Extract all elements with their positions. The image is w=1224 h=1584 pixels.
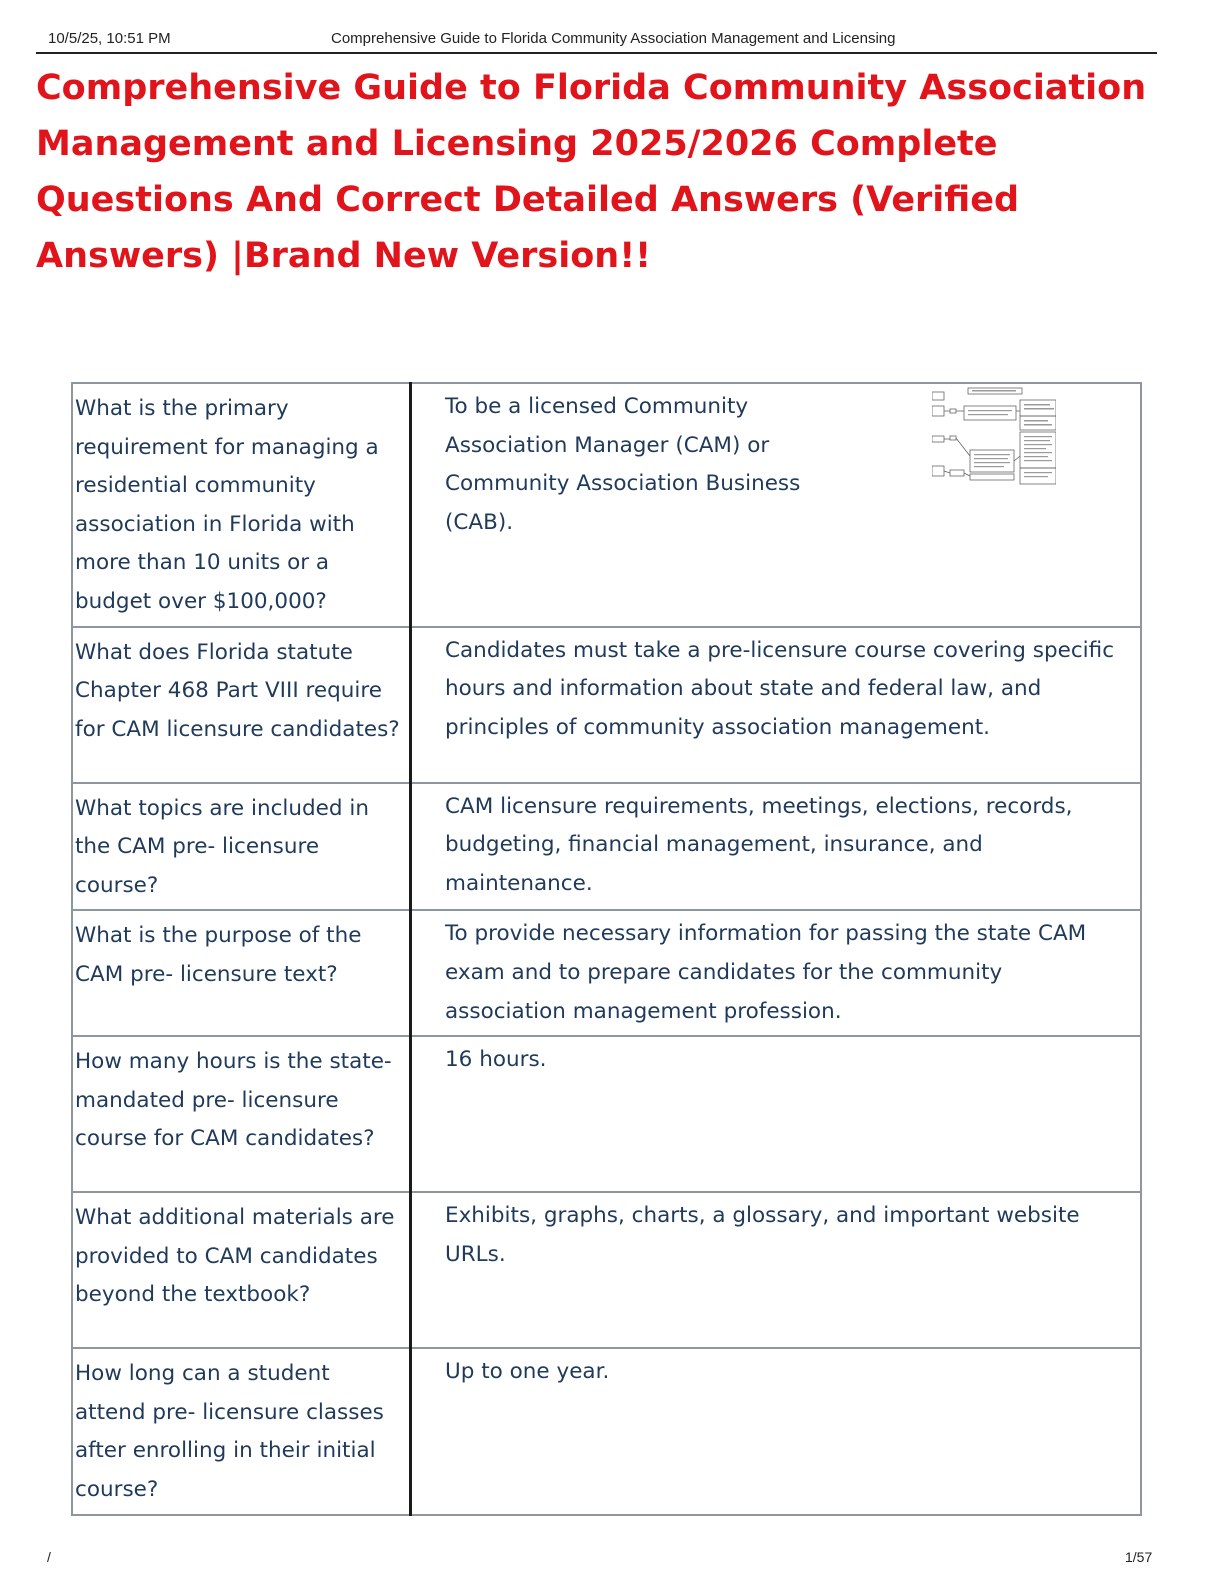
answer-cell: Up to one year. [411,1348,1142,1514]
answer-text: To be a licensed Community Association Manager (CAM) or Community Association Business (CAB). [445,394,801,535]
qa-table [71,382,1142,1516]
answer-cell: To provide necessary information for passing the state CAM exam and to prepare candidates for the community association management profession. [411,910,1142,1036]
answer-cell [411,383,1142,627]
qa-row [72,627,1141,783]
question-cell: How many hours is the state-mandated pre- licensure course for CAM candidates? [72,1036,411,1192]
print-datetime: 10/5/25, 10:51 PM [48,30,171,47]
page-number: 1/57 [1125,1549,1153,1565]
qa-row [72,783,1141,911]
print-footer-url: / [47,1549,51,1565]
print-header-title: Comprehensive Guide to Florida Community Association Management and Licensing [331,30,896,47]
answer-cell: Candidates must take a pre-licensure course covering specific hours and information about state and federal law, and principles of community association management. [411,627,1142,783]
question-cell: What additional materials are provided to CAM candidates beyond the textbook? [72,1192,411,1348]
qa-row [72,1192,1141,1348]
answer-cell: 16 hours. [411,1036,1142,1192]
qa-row [72,910,1141,1036]
question-cell: What is the purpose of the CAM pre- licensure text? [72,910,411,1036]
header-divider [36,52,1157,54]
flowchart-thumbnail [932,386,1056,486]
answer-cell: CAM licensure requirements, meetings, elections, records, budgeting, financial management, insurance, and maintenance. [411,783,1142,911]
answer-cell: Exhibits, graphs, charts, a glossary, and important website URLs. [411,1192,1142,1348]
qa-row [72,1036,1141,1192]
question-cell: What topics are included in the CAM pre- licensure course? [72,783,411,911]
question-cell: How long can a student attend pre- licensure classes after enrolling in their initial course? [72,1348,411,1514]
qa-row [72,1348,1141,1514]
qa-row [72,383,1141,627]
question-cell: What does Florida statute Chapter 468 Part VIII require for CAM licensure candidates? [72,627,411,783]
question-cell: What is the primary requirement for managing a residential community association in Florida with more than 10 units or a budget over $100,000? [72,383,411,627]
document-title: Comprehensive Guide to Florida Community Association Management and Licensing 2025/2026 Complete Questions And Correct Detailed Answers (Verified Answers) |Brand New Version!! [36,68,1147,276]
print-header [0,0,1224,56]
